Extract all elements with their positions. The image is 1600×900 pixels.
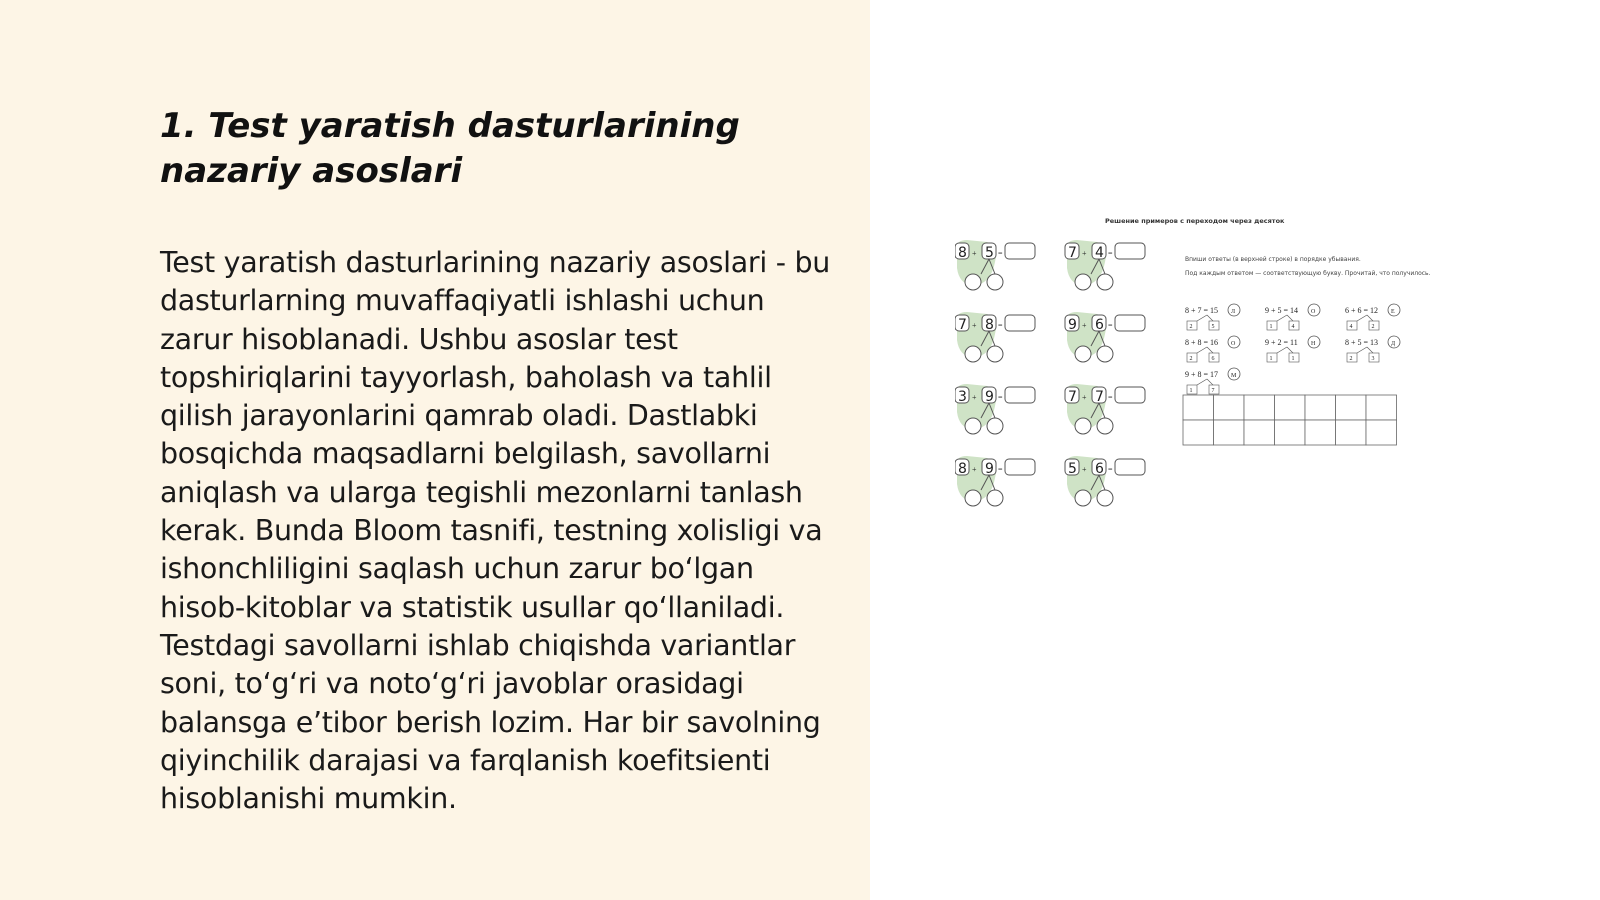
plus-sign: + — [1082, 321, 1087, 330]
equals-sign: = — [998, 249, 1003, 258]
plus-sign: + — [1082, 465, 1087, 474]
grid-cell — [1336, 395, 1367, 420]
equals-sign: = — [1108, 393, 1113, 402]
answer-box — [1115, 387, 1145, 403]
addition-problem — [1065, 384, 1145, 434]
plus-sign: + — [972, 249, 977, 258]
answer-box — [1005, 243, 1035, 259]
addend-a: 7 — [958, 317, 967, 333]
example-letter: Е — [1391, 309, 1395, 315]
plus-sign: + — [972, 465, 977, 474]
addend-b: 8 — [985, 317, 994, 333]
example-equation — [1185, 336, 1240, 362]
split-digit: 4 — [1349, 324, 1353, 330]
split-circle — [1075, 274, 1091, 290]
split-digit: 1 — [1269, 356, 1273, 362]
grid-cell — [1214, 420, 1245, 445]
example-equation — [1185, 368, 1240, 394]
split-digit: 5 — [1211, 324, 1215, 330]
example-letter: Н — [1311, 341, 1316, 347]
examples-group — [1185, 304, 1400, 394]
grid-cell — [1275, 420, 1306, 445]
addend-a: 7 — [1068, 245, 1077, 261]
equals-sign: = — [998, 321, 1003, 330]
addition-problem — [1065, 240, 1145, 290]
plus-sign: + — [972, 393, 977, 402]
addition-problem — [1065, 456, 1145, 506]
split-digit: 7 — [1211, 388, 1215, 394]
example-letter: М — [1231, 373, 1237, 379]
example-equation — [1345, 304, 1400, 330]
split-digit: 2 — [1349, 356, 1353, 362]
split-digit: 2 — [1189, 324, 1193, 330]
equals-sign: = — [1108, 465, 1113, 474]
addend-a: 3 — [958, 389, 967, 405]
grid-cell — [1275, 395, 1306, 420]
addend-b: 5 — [985, 245, 994, 261]
addition-problem — [955, 456, 1035, 506]
grid-cell — [1336, 420, 1367, 445]
addend-a: 7 — [1068, 389, 1077, 405]
split-circle — [965, 274, 981, 290]
example-text: 9 + 5 = 14 — [1265, 306, 1299, 315]
plus-sign: + — [1082, 393, 1087, 402]
addend-a: 5 — [1068, 461, 1077, 477]
split-circle — [965, 346, 981, 362]
grid-cell — [1366, 395, 1397, 420]
split-digit: 4 — [1291, 324, 1295, 330]
split-circle — [987, 490, 1003, 506]
worksheet-instruction-2: Под каждым ответом — соответствующую букву. Прочитай, что получилось. — [1185, 270, 1431, 277]
answer-box — [1115, 459, 1145, 475]
split-circle — [1097, 490, 1113, 506]
addend-b: 9 — [985, 389, 994, 405]
problems-group — [955, 240, 1145, 506]
example-text: 8 + 8 = 16 — [1185, 338, 1219, 347]
split-digit: 2 — [1189, 356, 1193, 362]
answer-box — [1005, 315, 1035, 331]
addend-b: 6 — [1095, 317, 1104, 333]
slide-body-text: Test yaratish dasturlarining nazariy asoslari - bu dasturlarning muvaffaqiyatli ishlashi uchun zarur hisoblanadi. Ushbu asoslar test topshiriqlarini tayyorlash, baholash va tahlil qilish jarayonlarini qamrab oladi. Dastlabki bosqichda maqsadlarni belgilash, savollarni aniqlash va ularga tegishli mezonlarni tanlash kerak. Bunda Bloom tasnifi, testning xolisligi va ishonchliligini saqlash uchun zarur bo‘lgan hisob-kitoblar va statistik usullar qo‘llaniladi. Testdagi savollarni ishlab chiqishda variantlar soni, to‘g‘ri va noto‘g‘ri javoblar orasidagi balansga e’tibor berish lozim. Har bir savolning qiyinchilik darajasi va farqlanish koefitsienti hisoblanishi mumkin. — [160, 246, 831, 816]
addend-a: 8 — [958, 461, 967, 477]
split-circle — [1075, 490, 1091, 506]
example-letter: О — [1311, 309, 1316, 315]
split-circle — [1075, 418, 1091, 434]
example-equation — [1345, 336, 1400, 362]
split-digit: 1 — [1269, 324, 1273, 330]
slide-title: 1. Test yaratish dasturlarining nazariy asoslari — [160, 106, 740, 191]
grid-cell — [1366, 420, 1397, 445]
addition-problem — [955, 312, 1035, 362]
example-equation — [1185, 304, 1240, 330]
split-circle — [987, 418, 1003, 434]
worksheet-heading: Решение примеров с переходом через десяток — [1105, 217, 1285, 225]
answer-box — [1115, 315, 1145, 331]
worksheet-instruction-1: Впиши ответы (в верхней строке) в порядке убывания. — [1185, 256, 1361, 263]
addition-problem — [1065, 312, 1145, 362]
equals-sign: = — [998, 465, 1003, 474]
plus-sign: + — [1082, 249, 1087, 258]
grid-cell — [1305, 395, 1336, 420]
equals-sign: = — [998, 393, 1003, 402]
addend-b: 6 — [1095, 461, 1104, 477]
equals-sign: = — [1108, 249, 1113, 258]
example-equation — [1265, 304, 1320, 330]
split-digit: 3 — [1371, 356, 1375, 362]
addend-a: 9 — [1068, 317, 1077, 333]
split-digit: 1 — [1291, 356, 1295, 362]
example-text: 9 + 8 = 17 — [1185, 370, 1219, 379]
answer-box — [1115, 243, 1145, 259]
split-digit: 2 — [1371, 324, 1375, 330]
grid-cell — [1183, 395, 1214, 420]
example-letter: Д — [1391, 341, 1396, 347]
split-circle — [1075, 346, 1091, 362]
split-circle — [965, 490, 981, 506]
addend-b: 7 — [1095, 389, 1104, 405]
addend-b: 9 — [985, 461, 994, 477]
example-text: 8 + 7 = 15 — [1185, 306, 1219, 315]
split-circle — [1097, 418, 1113, 434]
grid-cell — [1305, 420, 1336, 445]
answer-grid — [1183, 395, 1397, 445]
example-letter: О — [1231, 341, 1236, 347]
example-text: 9 + 2 = 11 — [1265, 338, 1298, 347]
example-text: 6 + 6 = 12 — [1345, 306, 1379, 315]
plus-sign: + — [972, 321, 977, 330]
split-circle — [965, 418, 981, 434]
grid-cell — [1244, 395, 1275, 420]
answer-box — [1005, 387, 1035, 403]
addend-b: 4 — [1095, 245, 1104, 261]
grid-cell — [1244, 420, 1275, 445]
example-letter: Л — [1231, 309, 1236, 315]
split-circle — [987, 274, 1003, 290]
split-circle — [1097, 346, 1113, 362]
addition-problem — [955, 384, 1035, 434]
example-equation — [1265, 336, 1320, 362]
split-digit: 1 — [1189, 388, 1193, 394]
addend-a: 8 — [958, 245, 967, 261]
answer-box — [1005, 459, 1035, 475]
split-circle — [1097, 274, 1113, 290]
split-circle — [987, 346, 1003, 362]
worksheet-image — [955, 215, 1435, 525]
equals-sign: = — [1108, 321, 1113, 330]
addition-problem — [955, 240, 1035, 290]
example-text: 8 + 5 = 13 — [1345, 338, 1379, 347]
grid-cell — [1214, 395, 1245, 420]
split-digit: 6 — [1211, 356, 1215, 362]
grid-cell — [1183, 420, 1214, 445]
